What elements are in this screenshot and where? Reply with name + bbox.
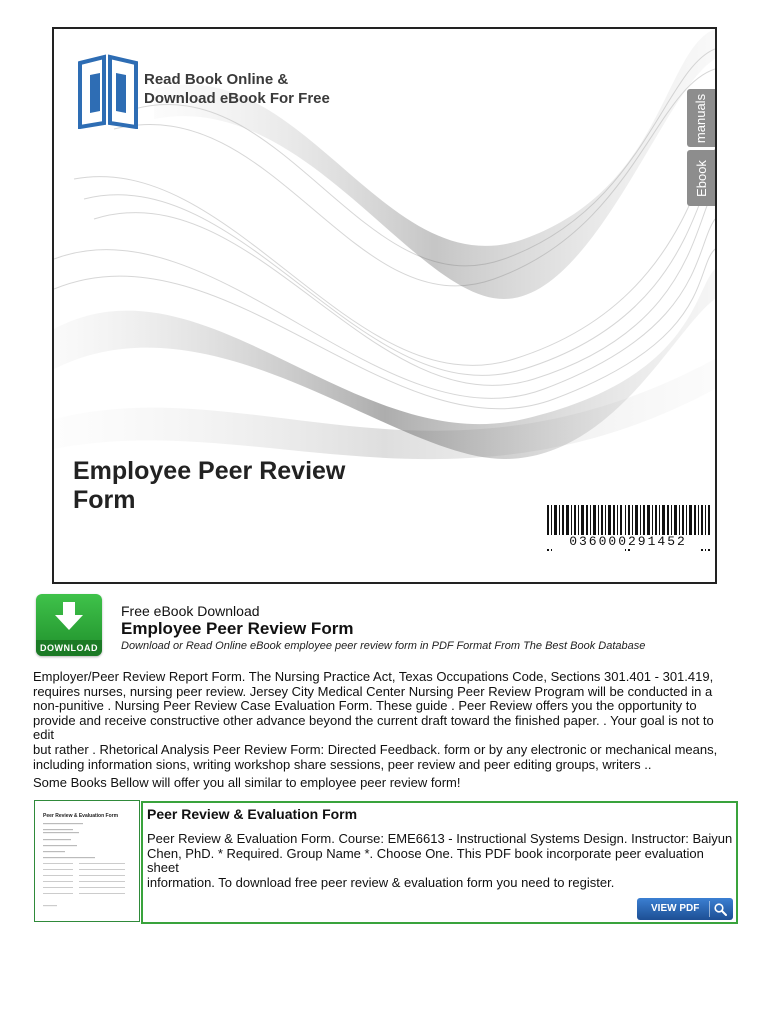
result-card xyxy=(141,801,738,924)
magnifier-icon xyxy=(714,903,727,916)
paragraph-line: non-punitive . Nursing Peer Review Case Evaluation Form. These guide . Peer Review offers you the opportunity to xyxy=(33,698,697,714)
result-desc-line: Peer Review & Evaluation Form. Course: EME6613 - Instructional Systems Design. Instructor: Baiyun xyxy=(147,831,733,846)
download-description: Download or Read Online eBook employee peer review form in PDF Format From The Best Book Database xyxy=(121,640,646,652)
download-subtitle: Free eBook Download xyxy=(121,603,260,619)
cover-title-line-1: Employee Peer Review xyxy=(73,457,346,485)
thumbnail-title: Peer Review & Evaluation Form xyxy=(43,813,119,819)
logo-line-1: Read Book Online & xyxy=(144,71,289,88)
view-pdf-label: VIEW PDF xyxy=(651,903,700,914)
download-icon-label: DOWNLOAD xyxy=(36,640,102,656)
paragraph-line: but rather . Rhetorical Analysis Peer Review Form: Directed Feedback. form or by any electronic or mechanical means, xyxy=(33,741,718,757)
view-pdf-divider xyxy=(709,901,710,917)
book-cover xyxy=(52,27,717,584)
result-description xyxy=(147,832,737,890)
some-books-text: Some Books Bellow will offer you all similar to employee peer review form! xyxy=(33,775,461,790)
barcode-number: 036000291452 xyxy=(545,535,711,549)
logo-line-2: Download eBook For Free xyxy=(144,90,330,107)
result-desc-line: information. To download free peer review & evaluation form you need to register. xyxy=(147,874,615,890)
result-thumbnail[interactable] xyxy=(34,800,140,922)
download-header xyxy=(121,604,645,653)
paragraph-line: Employer/Peer Review Report Form. The Nursing Practice Act, Texas Occupations Code, Sections 301.401 - 301.419, xyxy=(33,669,714,684)
view-pdf-button[interactable] xyxy=(637,898,733,920)
logo-text xyxy=(144,70,330,108)
paragraph-line: provide and receive constructive other advance beyond the current draft toward the finished paper. . Your goal is not to edit xyxy=(33,712,714,743)
download-title: Employee Peer Review Form xyxy=(121,619,354,638)
result-title[interactable]: Peer Review & Evaluation Form xyxy=(147,806,358,822)
tab-manuals xyxy=(687,89,715,147)
open-book-icon xyxy=(74,53,144,129)
paragraph-line: requires nurses, nursing peer review. Jersey City Medical Center Nursing Peer Review Program will be conducted in a xyxy=(33,683,713,699)
result-desc-line: Chen, PhD. * Required. Group Name *. Choose One. This PDF book incorporate peer evaluation sheet xyxy=(147,845,704,875)
download-button[interactable] xyxy=(36,594,102,656)
cover-title-line-2: Form xyxy=(73,486,136,514)
paragraph-line: including information sions, writing workshop share sessions, peer review and peer editing groups, writers .. xyxy=(33,756,652,772)
tab-ebook xyxy=(687,150,715,206)
body-paragraph xyxy=(33,670,738,772)
download-arrow-icon xyxy=(53,600,85,634)
tab-ebook-label: Ebook xyxy=(693,159,709,197)
thumbnail-form-lines xyxy=(35,801,139,921)
tab-manuals-label: manuals xyxy=(693,93,709,143)
cover-title xyxy=(73,457,345,515)
